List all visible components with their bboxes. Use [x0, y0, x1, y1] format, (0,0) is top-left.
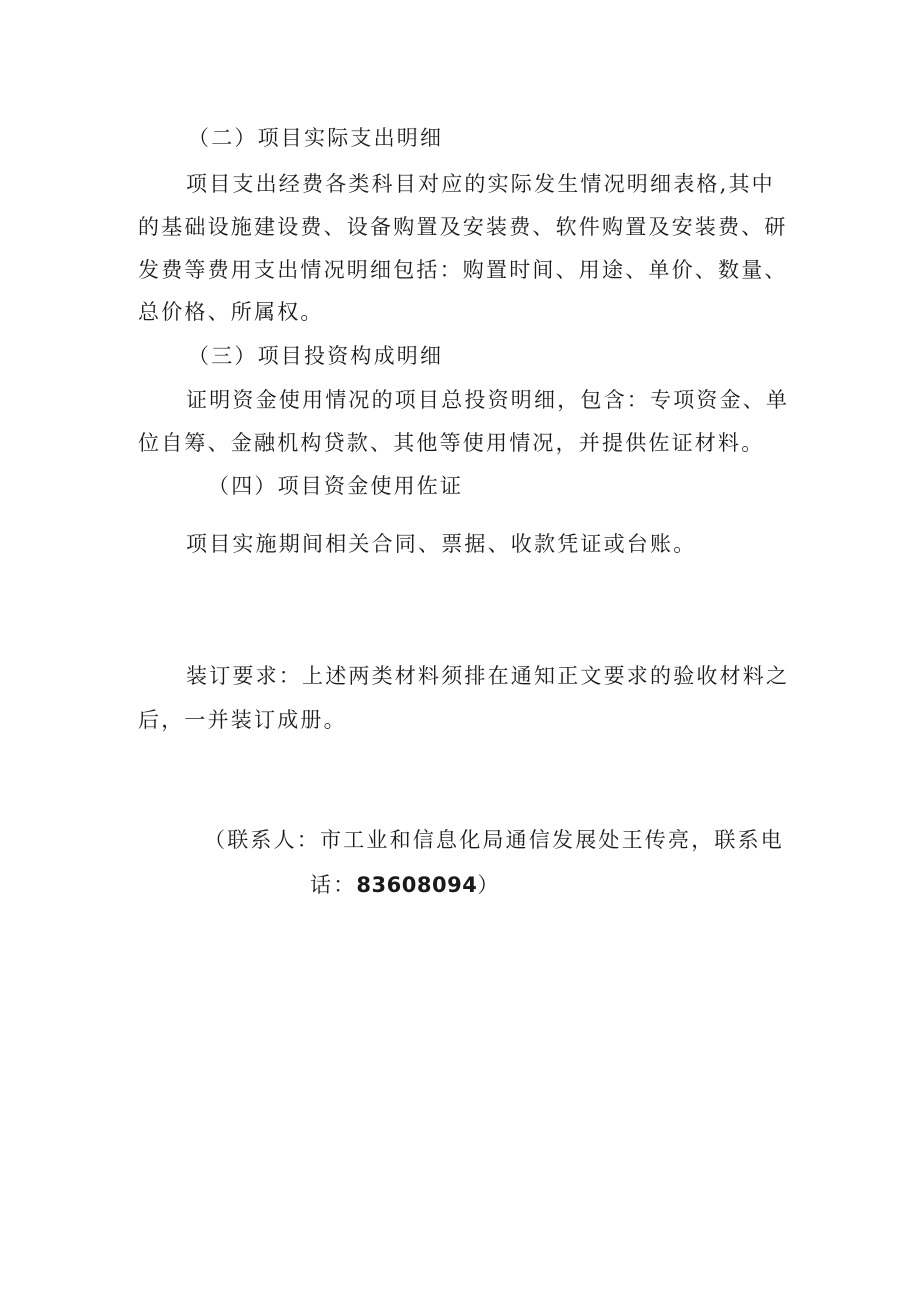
section-body-2-line-4: 总价格、所属权。 — [138, 300, 324, 324]
contact-phone-number: 83608094 — [356, 873, 478, 897]
contact-line-1: （联系人：市工业和信息化局通信发展处王传亮，联系电 — [204, 828, 784, 852]
contact-phone-suffix: ） — [477, 873, 501, 897]
section-body-2-line-2: 的基础设施建设费、设备购置及安装费、软件购置及安装费、研 — [138, 215, 788, 239]
contact-line-2 — [310, 871, 501, 899]
section-body-2-line-1: 项目支出经费各类科目对应的实际发生情况明细表格,其中 — [186, 172, 775, 196]
binding-requirement-line-1: 装订要求：上述两类材料须排在通知正文要求的验收材料之 — [186, 664, 790, 688]
section-body-3-line-1: 证明资金使用情况的项目总投资明细，包含：专项资金、单 — [186, 388, 790, 412]
section-body-4-line-1: 项目实施期间相关合同、票据、收款凭证或台账。 — [186, 532, 697, 556]
section-heading-4: （四）项目资金使用佐证 — [208, 474, 464, 498]
section-body-2-line-3: 发费等费用支出情况明细包括：购置时间、用途、单价、数量、 — [138, 258, 788, 282]
section-heading-2: （二）项目实际支出明细 — [188, 126, 444, 150]
contact-phone-prefix: 话： — [310, 873, 357, 897]
section-body-3-line-2: 位自筹、金融机构贷款、其他等使用情况，并提供佐证材料。 — [138, 431, 765, 455]
section-heading-3: （三）项目投资构成明细 — [188, 344, 444, 368]
binding-requirement-line-2: 后，一并装订成册。 — [138, 708, 347, 732]
